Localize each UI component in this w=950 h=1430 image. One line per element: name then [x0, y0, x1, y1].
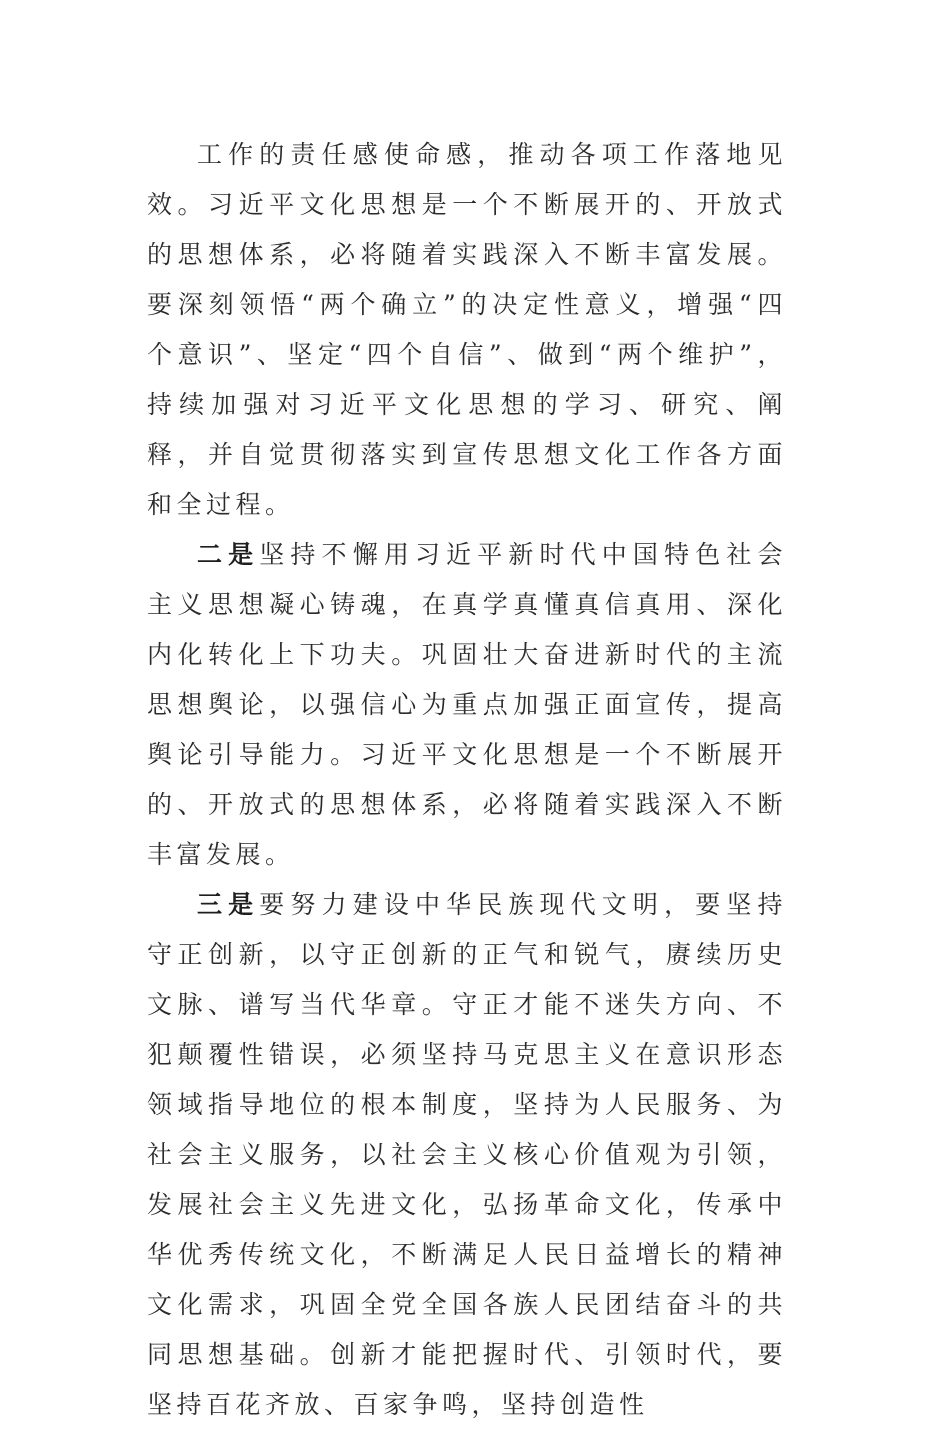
paragraph-3-text: 要努力建设中华民族现代文明，要坚持守正创新，以守正创新的正气和锐气，赓续历史文脉、谱写当代华章。守正才能不迷失方向、不犯颠覆性错误，必须坚持马克思主义在意识形态领域指导地位的根本制度，坚持为人民服务、为社会主义服务，以社会主义核心价值观为引领，发展社会主义先进文化，弘扬革命文化，传承中华优秀传统文化，不断满足人民日益增长的精神文化需求，巩固全党全国各族人民团结奋斗的共同思想基础。创新才能把握时代、引领时代，要坚持百花齐放、百家争鸣，坚持创造性 — [147, 890, 787, 1419]
paragraph-3 — [147, 880, 787, 1430]
paragraph-3-lead: 三是 — [197, 890, 260, 919]
paragraph-2-text: 坚持不懈用习近平新时代中国特色社会主义思想凝心铸魂，在真学真懂真信真用、深化内化转化上下功夫。巩固壮大奋进新时代的主流思想舆论，以强信心为重点加强正面宣传，提高舆论引导能力。习近平文化思想是一个不断展开的、开放式的思想体系，必将随着实践深入不断丰富发展。 — [147, 540, 787, 869]
paragraph-2-lead: 二是 — [197, 540, 260, 569]
paragraph-1 — [147, 130, 787, 530]
paragraph-1-text: 工作的责任感使命感，推动各项工作落地见效。习近平文化思想是一个不断展开的、开放式的思想体系，必将随着实践深入不断丰富发展。要深刻领悟“两个确立”的决定性意义，增强“四个意识”、坚定“四个自信”、做到“两个维护”，持续加强对习近平文化思想的学习、研究、阐释，并自觉贯彻落实到宣传思想文化工作各方面和全过程。 — [147, 140, 787, 519]
body-text — [147, 130, 787, 1430]
paragraph-2 — [147, 530, 787, 880]
